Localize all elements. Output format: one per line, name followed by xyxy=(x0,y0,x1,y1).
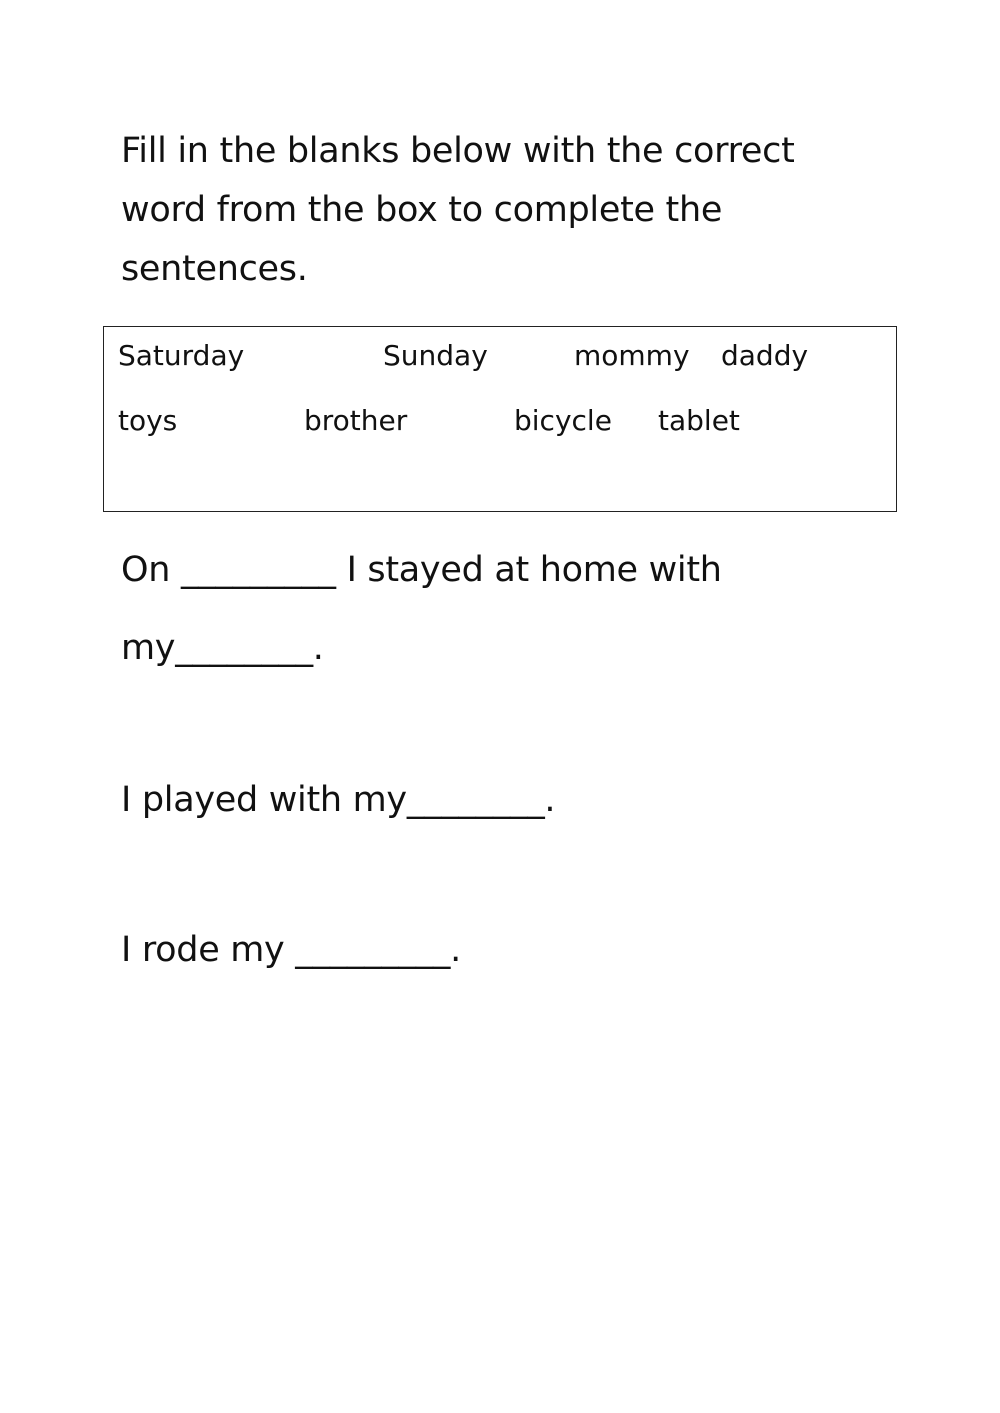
word-bank-item: toys xyxy=(118,404,178,437)
word-bank-item: Saturday xyxy=(118,339,245,372)
word-bank-item: bicycle xyxy=(514,404,612,437)
sentence-1-line-1: On _________ I stayed at home with xyxy=(121,550,722,590)
word-bank-item: tablet xyxy=(658,404,740,437)
sentence-1-line-2: my________. xyxy=(121,628,324,668)
word-bank-box xyxy=(103,326,897,512)
instructions-text: Fill in the blanks below with the correct word from the box to complete the sentences. xyxy=(121,131,795,289)
sentence-3: I rode my _________. xyxy=(121,930,461,970)
sentence-2: I played with my________. xyxy=(121,780,556,820)
word-bank-item: mommy xyxy=(574,339,690,372)
word-bank-item: Sunday xyxy=(383,339,488,372)
word-bank-item: brother xyxy=(304,404,408,437)
word-bank-item: daddy xyxy=(721,339,809,372)
